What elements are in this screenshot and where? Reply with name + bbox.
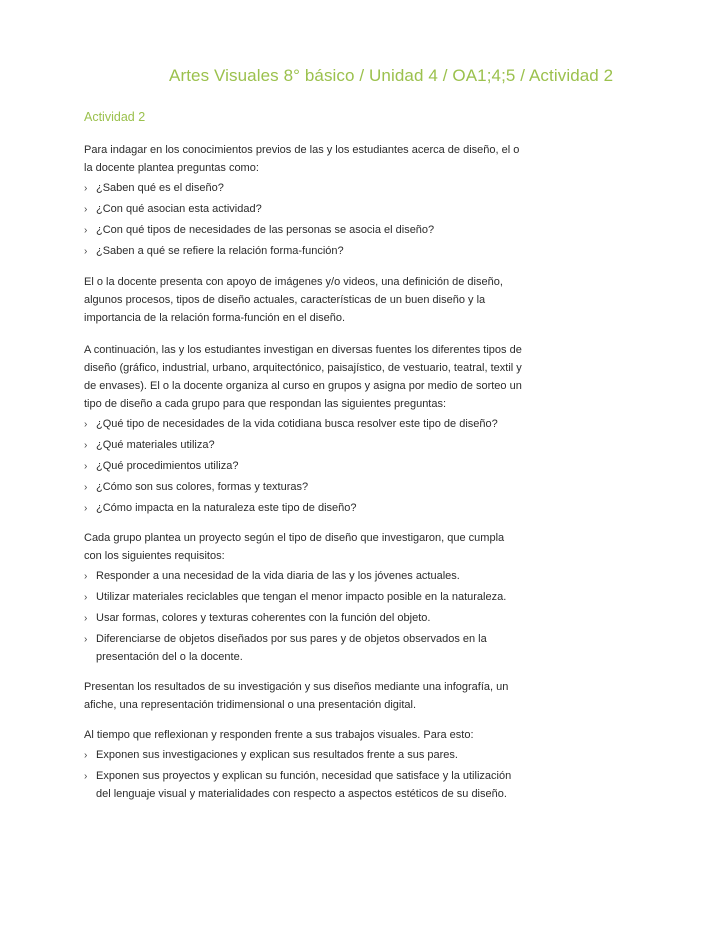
list-item — [84, 180, 524, 198]
list-item-text: Utilizar materiales reciclables que tengan el menor impacto posible en la naturaleza. — [96, 591, 507, 603]
list-item — [84, 479, 524, 497]
list-item — [84, 589, 524, 607]
list-item-text: ¿Con qué tipos de necesidades de las personas se asocia el diseño? — [96, 224, 435, 236]
list-item — [84, 568, 524, 586]
list-item-text: Diferenciarse de objetos diseñados por sus pares y de objetos observados en la presentación del o la docente. — [96, 633, 487, 663]
paragraph: Cada grupo plantea un proyecto según el tipo de diseño que investigaron, que cumpla con los siguientes requisitos: — [84, 532, 505, 562]
requirement-list — [84, 568, 524, 666]
section-reflection — [84, 726, 524, 803]
list-item — [84, 243, 524, 261]
page-title: Artes Visuales 8° básico / Unidad 4 / OA1;4;5 / Actividad 2 — [169, 66, 614, 85]
chevron-right-icon: › — [84, 246, 88, 257]
section-project-requirements — [84, 529, 524, 666]
list-item-text: ¿Cómo impacta en la naturaleza este tipo de diseño? — [96, 501, 357, 514]
chevron-right-icon: › — [84, 613, 88, 624]
list-item — [84, 631, 524, 666]
paragraph: A continuación, las y los estudiantes investigan en diversas fuentes los diferentes tipos de diseño (gráfico, industrial, urbano, arquitectónico, paisajístico, de vestuario, teatral, textil y de envases). El o la docente organiza al curso en grupos y asigna por medio de sorteo un tipo de diseño a cada grupo para que respondan las siguientes preguntas: — [84, 343, 522, 410]
chevron-right-icon: › — [84, 418, 88, 430]
chevron-right-icon: › — [84, 460, 88, 472]
chevron-right-icon: › — [84, 771, 88, 782]
document-body — [84, 141, 524, 807]
section-results — [84, 678, 524, 714]
list-item-text: ¿Qué tipo de necesidades de la vida cotidiana busca resolver este tipo de diseño? — [96, 417, 498, 430]
list-item — [84, 500, 524, 518]
list-item — [84, 416, 524, 434]
list-item-text: ¿Con qué asocian esta actividad? — [96, 203, 262, 215]
list-item — [84, 437, 524, 455]
activity-heading: Actividad 2 — [84, 110, 146, 124]
reflection-list — [84, 747, 524, 803]
list-item-text: ¿Cómo son sus colores, formas y texturas? — [96, 480, 309, 493]
chevron-right-icon: › — [84, 183, 88, 194]
chevron-right-icon: › — [84, 592, 88, 603]
list-item — [84, 222, 524, 240]
list-item-text: ¿Saben qué es el diseño? — [96, 182, 224, 194]
list-item — [84, 610, 524, 628]
paragraph: Al tiempo que reflexionan y responden frente a sus trabajos visuales. Para esto: — [84, 729, 474, 741]
chevron-right-icon: › — [84, 502, 88, 514]
section-research — [84, 341, 524, 518]
chevron-right-icon: › — [84, 439, 88, 451]
list-item-text: ¿Qué materiales utiliza? — [96, 438, 215, 451]
question-list — [84, 180, 524, 261]
chevron-right-icon: › — [84, 634, 88, 645]
chevron-right-icon: › — [84, 204, 88, 215]
chevron-right-icon: › — [84, 481, 88, 493]
list-item — [84, 201, 524, 219]
paragraph: Presentan los resultados de su investigación y sus diseños mediante una infografía, un afiche, una representación tridimensional o una presentación digital. — [84, 681, 509, 711]
section-presentation — [84, 273, 524, 327]
paragraph: El o la docente presenta con apoyo de imágenes y/o videos, una definición de diseño, algunos procesos, tipos de diseño actuales, características de un buen diseño y la importancia de la relación forma-función en el diseño. — [84, 275, 503, 324]
list-item-text: ¿Saben a qué se refiere la relación forma-función? — [96, 245, 344, 257]
section-prior-knowledge — [84, 141, 524, 261]
list-item-text: Usar formas, colores y texturas coherentes con la función del objeto. — [96, 612, 431, 624]
chevron-right-icon: › — [84, 225, 88, 236]
list-item-text: Exponen sus investigaciones y explican sus resultados frente a sus pares. — [96, 749, 458, 761]
paragraph: Para indagar en los conocimientos previos de las y los estudiantes acerca de diseño, el o la docente plantea preguntas como: — [84, 144, 520, 174]
list-item — [84, 747, 524, 765]
list-item — [84, 458, 524, 476]
chevron-right-icon: › — [84, 750, 88, 761]
list-item-text: Responder a una necesidad de la vida diaria de las y los jóvenes actuales. — [96, 570, 460, 582]
chevron-right-icon: › — [84, 571, 88, 582]
list-item-text: Exponen sus proyectos y explican su función, necesidad que satisface y la utilización del lenguaje visual y materialidades con respecto a aspectos estéticos de su diseño. — [96, 770, 512, 800]
question-list — [84, 416, 524, 518]
list-item — [84, 768, 524, 803]
list-item-text: ¿Qué procedimientos utiliza? — [96, 459, 239, 472]
